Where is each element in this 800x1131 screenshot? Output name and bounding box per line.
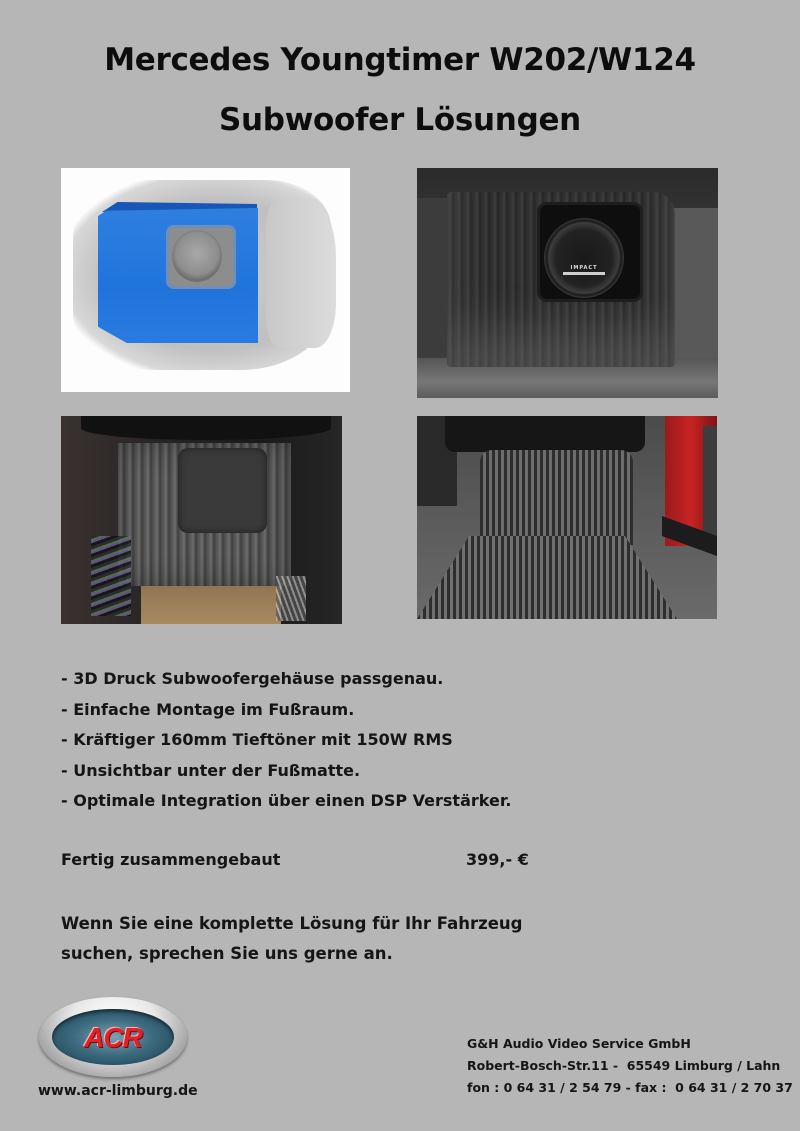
page-title-line2: Subwoofer Lösungen (219, 102, 581, 138)
feature-list (61, 664, 512, 817)
installed-subwoofer-image (417, 168, 718, 398)
cta-line1: Wenn Sie eine komplette Lösung für Ihr Fahrzeug (61, 914, 523, 933)
floor-mat-image (417, 416, 717, 619)
price-row (61, 850, 531, 869)
feature-item: - Optimale Integration über einen DSP Verstärker. (61, 791, 512, 810)
closed-enclosure-image (61, 416, 342, 624)
render-speaker-cone (172, 230, 222, 282)
woofer (544, 218, 624, 298)
offer-label: Fertig zusammengebaut (61, 850, 281, 869)
floor-mat-lower (417, 536, 677, 619)
speaker-brand-label: IMPACT (570, 265, 598, 271)
feature-item: - Einfache Montage im Fußraum. (61, 699, 355, 719)
company-contact: fon : 0 64 31 / 2 54 79 - fax : 0 64 31 / 2 70 37 (467, 1080, 793, 1095)
feature-item: - Unsichtbar unter der Fußmatte. (61, 760, 361, 780)
acr-logo (39, 997, 187, 1077)
logo-text: ACR (84, 1022, 142, 1053)
wiring-right (276, 576, 306, 621)
cta-line2: suchen, sprechen Sie uns gerne an. (61, 944, 393, 963)
3d-render-image (61, 168, 350, 392)
wiring-left (91, 536, 131, 616)
call-to-action (61, 909, 541, 969)
dashboard-underside (445, 416, 645, 452)
offer-price: 399,- € (466, 850, 529, 869)
feature-item: - Kräftiger 160mm Tieftöner mit 150W RMS (61, 730, 453, 749)
company-address: Robert-Bosch-Str.11 - 65549 Limburg / Lahn (467, 1058, 781, 1073)
carpet-right (673, 208, 718, 368)
feature-item: - 3D Druck Subwoofergehäuse passgenau. (61, 669, 444, 688)
website-link[interactable]: www.acr-limburg.de (38, 1083, 198, 1099)
speaker-label-bar (563, 272, 605, 275)
floor-mat-upper (480, 450, 633, 545)
scan-shape-right (266, 198, 336, 348)
logo-inner-oval (52, 1009, 174, 1065)
company-name: G&H Audio Video Service GmbH (467, 1036, 691, 1051)
page-title-line1: Mercedes Youngtimer W202/W124 (104, 42, 696, 78)
floor-pan (141, 582, 281, 624)
door-panel (703, 426, 717, 536)
cover-plate (178, 448, 267, 533)
dash-trim (81, 416, 331, 440)
company-info (467, 1033, 793, 1099)
